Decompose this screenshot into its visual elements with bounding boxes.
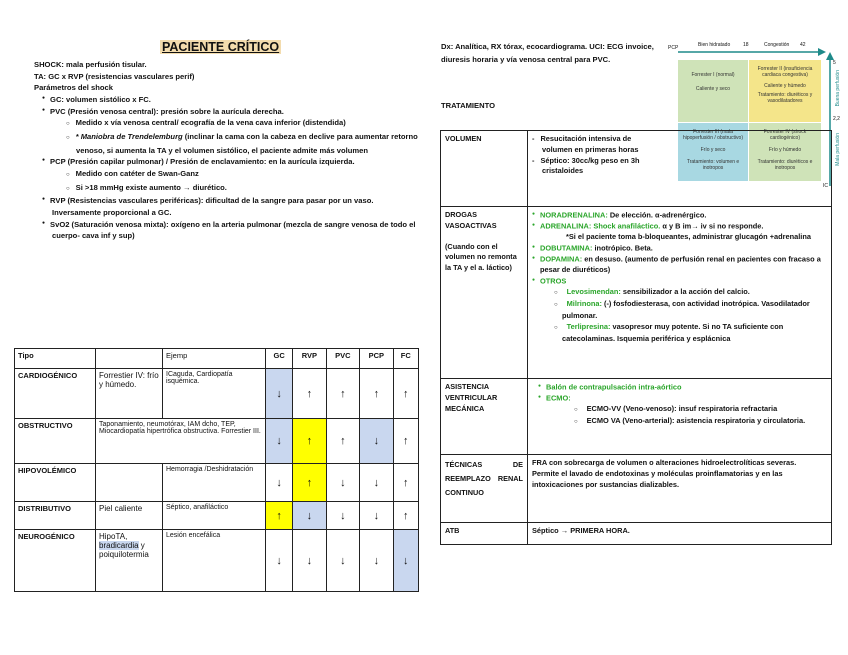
drug-item: ● NORADRENALINA: De elección. α-adrenérgico. bbox=[532, 210, 827, 221]
treatment-label: DROGAS VASOACTIVAS (Cuando con el volumen no remonta la TA y el a. láctico) bbox=[441, 207, 528, 379]
note-subitem: ○ Medido x vía venosa central/ ecografía de la vena cava inferior (distendida) bbox=[42, 117, 418, 131]
rvp-value: ↑ bbox=[293, 464, 326, 502]
header-cell: Ejemp bbox=[163, 349, 266, 369]
axis-x-left-label: Bien hidratado bbox=[698, 42, 731, 48]
axis-x-right-label: Congestión bbox=[764, 42, 790, 48]
table-row bbox=[441, 207, 832, 379]
drug-subitem: ○ Levosimendan: sensibilizador a la acción del calcio. bbox=[532, 287, 827, 299]
fc-value: ↑ bbox=[393, 502, 418, 530]
note-subitem: ○ Si >18 mmHg existe aumento → diurético. bbox=[42, 182, 418, 196]
pcp-value: ↓ bbox=[360, 419, 394, 464]
header-cell: GC bbox=[266, 349, 293, 369]
header-cell: PCP bbox=[360, 349, 394, 369]
rvp-value: ↓ bbox=[293, 530, 326, 592]
pvc-value: ↓ bbox=[326, 464, 360, 502]
treatment-label: VOLUMEN bbox=[441, 131, 528, 207]
shock-types-table bbox=[14, 348, 419, 592]
drug-subitem: ○ Terlipresina: vasopresor muy potente. Si no TA suficiente con catecolaminas. Isquemia periférica y esplácnica bbox=[532, 322, 827, 345]
drug-item: ● DOBUTAMINA: inotrópico. Beta. bbox=[532, 243, 827, 254]
axis-x-42: 42 bbox=[800, 42, 806, 48]
pcp-value: ↓ bbox=[360, 502, 394, 530]
note-item: ● SvO2 (Saturación venosa mixta): oxígeno en la arteria pulmonar (mezcla de sangre venosa de todo el cuerpo- cava inf y sup) bbox=[42, 219, 418, 242]
note-subitem: ○ Medido con catéter de Swan-Ganz bbox=[42, 168, 418, 182]
axis-x-18: 18 bbox=[743, 42, 749, 48]
shock-example: Lesión encefálica bbox=[163, 530, 266, 592]
note-item: ● RVP (Resistencias vasculares periféricas): dificultad de la sangre para pasar por un vaso. Inversamente proporcional a GC. bbox=[42, 195, 418, 218]
quadrant-forrester-2: Forrester II (insuficiencia cardiaca congestiva) Caliente y húmedo Tratamiento: diuréticos y vasodilatadores bbox=[749, 60, 821, 122]
note-subitem: ○ * Maniobra de Trendelemburg (inclinar la cama con la cabeza en declive para aumentar retorno venoso, si aumenta la TA y el volumen sistólico, el paciente admite más volumen bbox=[42, 131, 418, 156]
shock-extra bbox=[96, 464, 163, 502]
notes-block bbox=[34, 59, 418, 242]
support-subitem: ○ ECMO-VV (Veno-venoso): insuf respiratoria refractaria bbox=[532, 404, 827, 416]
shock-example: Taponamiento, neumotórax, IAM dcho, TEP, Miocardiopatía hipertrófica obstructiva. Forrestier III. bbox=[96, 419, 266, 464]
gc-value: ↓ bbox=[266, 419, 293, 464]
shock-type: NEUROGÉNICO bbox=[15, 530, 96, 592]
shock-extra: HipoTA, bradicardia y poiquilotermia bbox=[96, 530, 163, 592]
treatment-content bbox=[528, 455, 832, 523]
pvc-value: ↑ bbox=[326, 419, 360, 464]
pvc-value: ↓ bbox=[326, 530, 360, 592]
treatment-content bbox=[528, 131, 832, 207]
header-cell bbox=[96, 349, 163, 369]
shock-type: CARDIOGÉNICO bbox=[15, 369, 96, 419]
table-row bbox=[15, 419, 419, 464]
drug-note: *Si el paciente toma b-bloqueantes, administrar glucagón +adrenalina bbox=[566, 232, 811, 242]
note-item: ● PVC (Presión venosa central): presión sobre la aurícula derecha. bbox=[42, 106, 418, 118]
treatment-content bbox=[528, 379, 832, 455]
table-row bbox=[15, 530, 419, 592]
treatment-label: ATB bbox=[441, 523, 528, 545]
note-item: ● GC: volumen sistólico x FC. bbox=[42, 94, 418, 106]
list-item: - Séptico: 30cc/kg peso en 3h cristaloides bbox=[532, 156, 654, 178]
fc-value: ↓ bbox=[393, 530, 418, 592]
note-line: Parámetros del shock bbox=[34, 83, 113, 93]
table-row bbox=[441, 455, 832, 523]
drug-subitem: ○ Milrinona: (-) fosfodiesterasa, con actividad inotrópica. Vasodilatador pulmonar. bbox=[532, 299, 827, 322]
note-item: ● PCP (Presión capilar pulmonar) / Presión de enclavamiento: en la aurícula izquierda. bbox=[42, 156, 418, 168]
page-title: PACIENTE CRÍTICO bbox=[162, 40, 280, 54]
header-cell: Tipo bbox=[15, 349, 96, 369]
quadrant-forrester-3: Forrester III (mala hipoperfusión / obstructivo) Frío y seco Tratamiento: volumen e inotropos bbox=[678, 123, 748, 181]
pcp-value: ↓ bbox=[360, 530, 394, 592]
gc-value: ↓ bbox=[266, 530, 293, 592]
support-subitem: ○ ECMO VA (Veno-arterial): asistencia respiratoria y circulatoria. bbox=[532, 416, 827, 428]
table-row bbox=[15, 502, 419, 530]
fc-value: ↑ bbox=[393, 369, 418, 419]
note-line: SHOCK: mala perfusión tisular. bbox=[34, 60, 147, 69]
table-row bbox=[441, 379, 832, 455]
table-row bbox=[441, 131, 832, 207]
gc-value: ↓ bbox=[266, 369, 293, 419]
pvc-value: ↑ bbox=[326, 369, 360, 419]
note-line: TA: GC x RVP (resistencias vasculares perif) bbox=[34, 71, 195, 81]
support-item: ● Balón de contrapulsación intra-aórtico bbox=[532, 382, 827, 393]
rvp-value: ↑ bbox=[293, 369, 326, 419]
axis-y-top-label: Buena perfusión bbox=[835, 70, 841, 107]
gc-value: ↑ bbox=[266, 502, 293, 530]
treatment-table bbox=[440, 130, 832, 545]
quadrant-forrester-4: Forrester IV (shock cardiogénico) Frío y húmedo Tratamiento: diuréticos e inotropos bbox=[749, 123, 821, 181]
treatment-content: Séptico → PRIMERA HORA. bbox=[528, 523, 832, 545]
shock-example: ICaguda, Cardiopatía isquémica. bbox=[163, 369, 266, 419]
shock-type: DISTRIBUTIVO bbox=[15, 502, 96, 530]
header-cell: PVC bbox=[326, 349, 360, 369]
shock-type: HIPOVOLÉMICO bbox=[15, 464, 96, 502]
pcp-value: ↑ bbox=[360, 369, 394, 419]
treatment-label: ASISTENCIA VENTRICULAR MECÁNICA bbox=[441, 379, 528, 455]
axis-y-top-tick: 5 bbox=[833, 60, 836, 66]
technique-text: FRA con sobrecarga de volumen o alteraciones hidroelectrolíticas severas. bbox=[532, 458, 797, 467]
quadrant-forrester-1: Forrester I (normal) Caliente y seco bbox=[678, 60, 748, 122]
shock-example: Hemorragia /Deshidratación bbox=[163, 464, 266, 502]
rvp-value: ↓ bbox=[293, 502, 326, 530]
shock-extra: Forrestier IV: frío y húmedo. bbox=[96, 369, 163, 419]
pcp-value: ↓ bbox=[360, 464, 394, 502]
rvp-value: ↑ bbox=[293, 419, 326, 464]
drug-item: ● OTROS bbox=[532, 276, 827, 287]
diagnosis-text: Dx: Analítica, RX tórax, ecocardiograma. UCI: ECG invoice, diuresis horaria y vía venosa central para PVC. bbox=[441, 42, 654, 64]
shock-example: Séptico, anafiláctico bbox=[163, 502, 266, 530]
treatment-content bbox=[528, 207, 832, 379]
fc-value: ↑ bbox=[393, 464, 418, 502]
axis-y-bottom-label: Mala perfusión bbox=[835, 133, 841, 166]
axis-y-22: 2,2 bbox=[833, 116, 840, 122]
header-cell: FC bbox=[393, 349, 418, 369]
fc-value: ↑ bbox=[393, 419, 418, 464]
drug-item: ● ADRENALINA: Shock anafiláctico. α y B im→ iv si no responde. bbox=[532, 221, 827, 232]
pvc-value: ↓ bbox=[326, 502, 360, 530]
treatment-heading: TRATAMIENTO bbox=[441, 101, 495, 110]
axis-y-ic: IC bbox=[823, 183, 828, 189]
table-row bbox=[15, 464, 419, 502]
table-row bbox=[15, 369, 419, 419]
treatment-label: TÉCNICAS DE REEMPLAZO RENAL CONTINUO bbox=[441, 455, 528, 523]
shock-type: OBSTRUCTIVO bbox=[15, 419, 96, 464]
table-row bbox=[441, 523, 832, 545]
header-cell: RVP bbox=[293, 349, 326, 369]
list-item: - Resucitación intensiva de volumen en primeras horas bbox=[532, 134, 654, 156]
gc-value: ↓ bbox=[266, 464, 293, 502]
support-item: ● ECMO: bbox=[532, 393, 827, 404]
technique-text: Permite el lavado de endotoxinas y moléculas proinflamatorias y en las intoxicaciones por sustancias dializables. bbox=[532, 468, 783, 489]
axis-pcp-label: PCP bbox=[668, 45, 679, 51]
drug-item: ● DOPAMINA: en desuso. (aumento de perfusión renal en pacientes con fracaso a pesar de diuréticos) bbox=[532, 254, 827, 276]
shock-extra: Piel caliente bbox=[96, 502, 163, 530]
